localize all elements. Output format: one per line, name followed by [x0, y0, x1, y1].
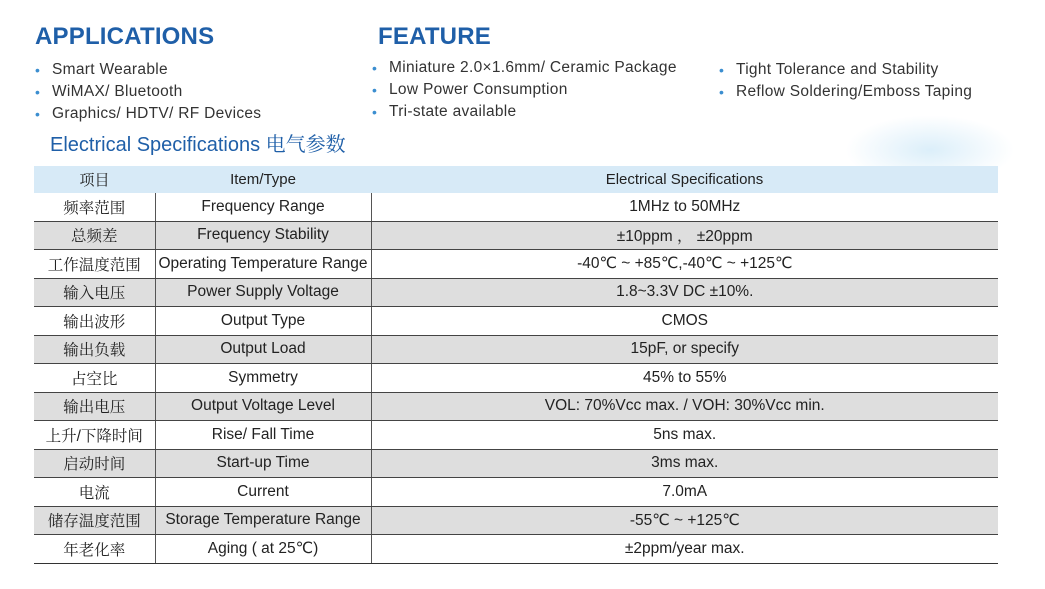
table-row: [34, 392, 998, 421]
cell-spec: 1MHz to 50MHz: [371, 193, 998, 221]
cell-spec: CMOS: [371, 307, 998, 336]
list-item: [372, 79, 677, 101]
table-row: [34, 221, 998, 250]
cell-cn: 输出电压: [34, 392, 155, 421]
applications-heading: APPLICATIONS: [35, 23, 215, 50]
cell-item: Output Load: [155, 335, 371, 364]
application-item: WiMAX/ Bluetooth: [52, 83, 183, 100]
table-row: [34, 506, 998, 535]
feature-item: Tight Tolerance and Stability: [736, 61, 939, 78]
table-row: [34, 449, 998, 478]
cell-spec: 5ns max.: [371, 421, 998, 450]
feature-list-right: [719, 59, 972, 103]
cell-cn: 储存温度范围: [34, 506, 155, 535]
cell-cn: 工作温度范围: [34, 250, 155, 279]
cell-cn: 年老化率: [34, 535, 155, 564]
bullet-icon: •: [719, 62, 725, 78]
cell-item: Aging ( at 25℃): [155, 535, 371, 564]
bullet-icon: •: [372, 82, 378, 98]
cell-cn: 上升/下降时间: [34, 421, 155, 450]
cell-item: Current: [155, 478, 371, 507]
bullet-icon: •: [35, 106, 41, 122]
cell-item: Output Voltage Level: [155, 392, 371, 421]
cell-item: Symmetry: [155, 364, 371, 393]
cell-cn: 占空比: [34, 364, 155, 393]
list-item: [35, 81, 261, 103]
table-row: [34, 364, 998, 393]
list-item: [719, 59, 972, 81]
cell-spec: -55℃ ~ +125℃: [371, 506, 998, 535]
cell-spec: 3ms max.: [371, 449, 998, 478]
feature-item: Miniature 2.0×1.6mm/ Ceramic Package: [389, 59, 677, 76]
list-item: [719, 81, 972, 103]
cell-spec: ±2ppm/year max.: [371, 535, 998, 564]
table-row: [34, 193, 998, 221]
cell-cn: 电流: [34, 478, 155, 507]
cell-spec: -40℃ ~ +85℃,-40℃ ~ +125℃: [371, 250, 998, 279]
list-item: [372, 101, 677, 123]
table-row: [34, 278, 998, 307]
cell-cn: 输出波形: [34, 307, 155, 336]
cell-item: Storage Temperature Range: [155, 506, 371, 535]
list-item: [35, 59, 261, 81]
spec-title: Electrical Specifications 电气参数: [50, 134, 346, 156]
bullet-icon: •: [35, 62, 41, 78]
table-row: [34, 478, 998, 507]
table-row: [34, 250, 998, 279]
bullet-icon: •: [372, 104, 378, 120]
cell-item: Frequency Range: [155, 193, 371, 221]
table-row: [34, 535, 998, 564]
application-item: Smart Wearable: [52, 61, 168, 78]
list-item: [372, 57, 677, 79]
cell-item: Power Supply Voltage: [155, 278, 371, 307]
feature-item: Reflow Soldering/Emboss Taping: [736, 83, 973, 100]
list-item: [35, 103, 261, 125]
cell-item: Operating Temperature Range: [155, 250, 371, 279]
spec-table: [34, 166, 998, 564]
cell-cn: 频率范围: [34, 193, 155, 221]
feature-heading: FEATURE: [378, 23, 491, 50]
applications-list: [35, 59, 261, 125]
table-header-row: [34, 166, 998, 193]
cell-item: Start-up Time: [155, 449, 371, 478]
cell-cn: 输入电压: [34, 278, 155, 307]
cell-item: Rise/ Fall Time: [155, 421, 371, 450]
cell-spec: 1.8~3.3V DC ±10%.: [371, 278, 998, 307]
cell-item: Output Type: [155, 307, 371, 336]
cell-cn: 启动时间: [34, 449, 155, 478]
bullet-icon: •: [35, 84, 41, 100]
feature-item: Tri-state available: [389, 103, 517, 120]
feature-item: Low Power Consumption: [389, 81, 568, 98]
cell-spec: VOL: 70%Vcc max. / VOH: 30%Vcc min.: [371, 392, 998, 421]
header-item-type: Item/Type: [155, 166, 371, 193]
cell-spec: 15pF, or specify: [371, 335, 998, 364]
bullet-icon: •: [372, 60, 378, 76]
bullet-icon: •: [719, 84, 725, 100]
application-item: Graphics/ HDTV/ RF Devices: [52, 105, 262, 122]
cell-item: Frequency Stability: [155, 221, 371, 250]
header-electrical-spec: Electrical Specifications: [371, 166, 998, 193]
feature-list-left: [372, 57, 677, 123]
cell-spec: 45% to 55%: [371, 364, 998, 393]
cell-cn: 总频差: [34, 221, 155, 250]
table-row: [34, 421, 998, 450]
header-item-cn: 项目: [34, 166, 155, 193]
cell-spec: ±10ppm ， ±20ppm: [371, 221, 998, 250]
cell-cn: 输出负载: [34, 335, 155, 364]
table-row: [34, 335, 998, 364]
cell-spec: 7.0mA: [371, 478, 998, 507]
table-row: [34, 307, 998, 336]
